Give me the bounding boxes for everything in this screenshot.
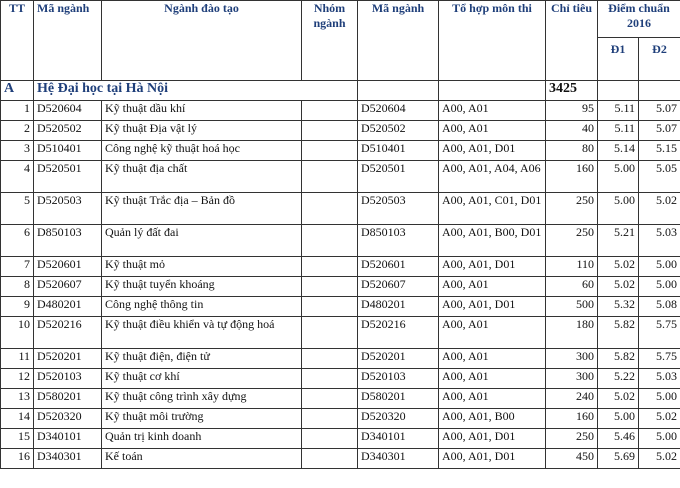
row-quota: 160	[546, 409, 598, 429]
row-d2: 5.03	[639, 369, 680, 389]
row-code: D520501	[34, 161, 102, 193]
row-tt: 11	[1, 349, 34, 369]
row-code: D520103	[34, 369, 102, 389]
row-group	[302, 193, 358, 225]
row-combo: A00, A01, D01	[439, 449, 546, 469]
row-code-2: D520503	[358, 193, 439, 225]
row-code: D340101	[34, 429, 102, 449]
row-d2: 5.03	[639, 225, 680, 257]
header-nganh-dao-tao: Ngành đào tạo	[102, 1, 302, 81]
table-row	[1, 101, 680, 121]
row-d2: 5.00	[639, 277, 680, 297]
row-tt: 13	[1, 389, 34, 409]
row-d2: 5.07	[639, 121, 680, 141]
row-d2: 5.75	[639, 317, 680, 349]
row-tt: 16	[1, 449, 34, 469]
table-row	[1, 389, 680, 409]
row-code-2: D480201	[358, 297, 439, 317]
row-group	[302, 225, 358, 257]
row-d2: 5.02	[639, 409, 680, 429]
row-group	[302, 429, 358, 449]
row-code: D520201	[34, 349, 102, 369]
row-code-2: D520604	[358, 101, 439, 121]
row-combo: A00, A01, D01	[439, 141, 546, 161]
row-group	[302, 349, 358, 369]
row-group	[302, 297, 358, 317]
row-d1: 5.11	[598, 121, 639, 141]
table-row	[1, 297, 680, 317]
row-combo: A00, A01, D01	[439, 429, 546, 449]
row-combo: A00, A01	[439, 389, 546, 409]
row-code-2: D340301	[358, 449, 439, 469]
row-name: Quản lý đất đai	[102, 225, 302, 257]
table-row	[1, 409, 680, 429]
row-d2: 5.02	[639, 193, 680, 225]
row-code-2: D520501	[358, 161, 439, 193]
row-combo: A00, A01	[439, 349, 546, 369]
row-tt: 9	[1, 297, 34, 317]
row-tt: 7	[1, 257, 34, 277]
row-d1: 5.11	[598, 101, 639, 121]
row-group	[302, 317, 358, 349]
row-d1: 5.02	[598, 257, 639, 277]
row-combo: A00, A01, D01	[439, 297, 546, 317]
row-quota: 80	[546, 141, 598, 161]
row-code-2: D520216	[358, 317, 439, 349]
row-d2: 5.00	[639, 389, 680, 409]
row-quota: 110	[546, 257, 598, 277]
row-combo: A00, A01	[439, 317, 546, 349]
row-quota: 250	[546, 225, 598, 257]
row-tt: 6	[1, 225, 34, 257]
header-ma-nganh-2: Mã ngành	[358, 1, 439, 81]
row-name: Công nghệ kỹ thuật hoá học	[102, 141, 302, 161]
row-d1: 5.69	[598, 449, 639, 469]
row-combo: A00, A01, B00	[439, 409, 546, 429]
row-d1: 5.82	[598, 317, 639, 349]
header-ma-nganh: Mã ngành	[34, 1, 102, 81]
section-row	[1, 81, 680, 101]
row-code-2: D520320	[358, 409, 439, 429]
row-tt: 14	[1, 409, 34, 429]
row-tt: 15	[1, 429, 34, 449]
row-code: D520601	[34, 257, 102, 277]
row-code: D510401	[34, 141, 102, 161]
row-combo: A00, A01, C01, D01	[439, 193, 546, 225]
row-d1: 5.02	[598, 389, 639, 409]
table-row	[1, 257, 680, 277]
row-quota: 250	[546, 429, 598, 449]
row-d1: 5.14	[598, 141, 639, 161]
row-group	[302, 141, 358, 161]
row-code: D520502	[34, 121, 102, 141]
row-d1: 5.02	[598, 277, 639, 297]
row-quota: 240	[546, 389, 598, 409]
row-name: Kỹ thuật tuyển khoáng	[102, 277, 302, 297]
row-quota: 160	[546, 161, 598, 193]
row-quota: 60	[546, 277, 598, 297]
row-name: Kỹ thuật công trình xây dựng	[102, 389, 302, 409]
row-quota: 300	[546, 349, 598, 369]
row-d2: 5.75	[639, 349, 680, 369]
row-code-2: D520607	[358, 277, 439, 297]
row-code: D480201	[34, 297, 102, 317]
row-quota: 450	[546, 449, 598, 469]
row-tt: 3	[1, 141, 34, 161]
row-tt: 5	[1, 193, 34, 225]
table-row	[1, 349, 680, 369]
table-row	[1, 429, 680, 449]
row-code-2: D580201	[358, 389, 439, 409]
row-d2: 5.02	[639, 449, 680, 469]
row-quota: 250	[546, 193, 598, 225]
row-name: Kỹ thuật cơ khí	[102, 369, 302, 389]
row-d1: 5.00	[598, 409, 639, 429]
row-d1: 5.46	[598, 429, 639, 449]
row-name: Kỹ thuật dầu khí	[102, 101, 302, 121]
header-diem-chuan: Điểm chuẩn 2016	[598, 1, 680, 38]
row-group	[302, 101, 358, 121]
header-chi-tieu: Chỉ tiêu	[546, 1, 598, 81]
header-row-top	[1, 1, 680, 38]
row-tt: 4	[1, 161, 34, 193]
row-group	[302, 409, 358, 429]
row-group	[302, 449, 358, 469]
header-tt: TT	[1, 1, 34, 81]
row-code: D580201	[34, 389, 102, 409]
row-d2: 5.08	[639, 297, 680, 317]
section-quota: 3425	[546, 81, 598, 101]
row-name: Kỹ thuật môi trường	[102, 409, 302, 429]
table-row	[1, 317, 680, 349]
table-row	[1, 449, 680, 469]
row-d1: 5.82	[598, 349, 639, 369]
row-group	[302, 277, 358, 297]
row-d1: 5.22	[598, 369, 639, 389]
row-code-2: D850103	[358, 225, 439, 257]
row-name: Quản trị kinh doanh	[102, 429, 302, 449]
row-tt: 2	[1, 121, 34, 141]
row-group	[302, 257, 358, 277]
row-tt: 1	[1, 101, 34, 121]
row-d2: 5.00	[639, 429, 680, 449]
row-group	[302, 121, 358, 141]
row-code: D340301	[34, 449, 102, 469]
table-row	[1, 121, 680, 141]
row-quota: 180	[546, 317, 598, 349]
row-group	[302, 161, 358, 193]
table-row	[1, 225, 680, 257]
row-d2: 5.15	[639, 141, 680, 161]
row-d2: 5.05	[639, 161, 680, 193]
row-tt: 12	[1, 369, 34, 389]
row-code: D520216	[34, 317, 102, 349]
row-combo: A00, A01	[439, 101, 546, 121]
table-row	[1, 277, 680, 297]
row-combo: A00, A01, D01	[439, 257, 546, 277]
row-combo: A00, A01	[439, 277, 546, 297]
row-d1: 5.21	[598, 225, 639, 257]
row-code-2: D520601	[358, 257, 439, 277]
row-quota: 95	[546, 101, 598, 121]
row-name: Kỹ thuật điện, điện tử	[102, 349, 302, 369]
section-letter: A	[1, 81, 34, 101]
header-nhom-nganh: Nhóm ngành	[302, 1, 358, 81]
table-row	[1, 161, 680, 193]
row-quota: 300	[546, 369, 598, 389]
row-d1: 5.00	[598, 193, 639, 225]
row-code-2: D510401	[358, 141, 439, 161]
table-row	[1, 193, 680, 225]
row-name: Kỹ thuật Địa vật lý	[102, 121, 302, 141]
row-quota: 40	[546, 121, 598, 141]
row-code: D520320	[34, 409, 102, 429]
row-d2: 5.00	[639, 257, 680, 277]
row-combo: A00, A01, A04, A06	[439, 161, 546, 193]
row-code-2: D340101	[358, 429, 439, 449]
row-code-2: D520201	[358, 349, 439, 369]
row-code-2: D520502	[358, 121, 439, 141]
row-name: Kỹ thuật Trắc địa – Bản đồ	[102, 193, 302, 225]
row-name: Công nghệ thông tin	[102, 297, 302, 317]
row-quota: 500	[546, 297, 598, 317]
header-d2: Đ2	[639, 38, 680, 81]
row-group	[302, 389, 358, 409]
row-combo: A00, A01	[439, 369, 546, 389]
row-code-2: D520103	[358, 369, 439, 389]
header-to-hop: Tổ hợp môn thi	[439, 1, 546, 81]
row-name: Kỹ thuật địa chất	[102, 161, 302, 193]
row-d1: 5.32	[598, 297, 639, 317]
row-d2: 5.07	[639, 101, 680, 121]
row-name: Kế toán	[102, 449, 302, 469]
row-group	[302, 369, 358, 389]
row-tt: 8	[1, 277, 34, 297]
row-tt: 10	[1, 317, 34, 349]
row-code: D520607	[34, 277, 102, 297]
row-combo: A00, A01, B00, D01	[439, 225, 546, 257]
row-name: Kỹ thuật mỏ	[102, 257, 302, 277]
row-name: Kỹ thuật điều khiển và tự động hoá	[102, 317, 302, 349]
row-code: D850103	[34, 225, 102, 257]
row-combo: A00, A01	[439, 121, 546, 141]
row-code: D520604	[34, 101, 102, 121]
table-row	[1, 141, 680, 161]
row-d1: 5.00	[598, 161, 639, 193]
row-code: D520503	[34, 193, 102, 225]
table-row	[1, 369, 680, 389]
header-d1: Đ1	[598, 38, 639, 81]
section-title: Hệ Đại học tại Hà Nội	[34, 81, 358, 101]
